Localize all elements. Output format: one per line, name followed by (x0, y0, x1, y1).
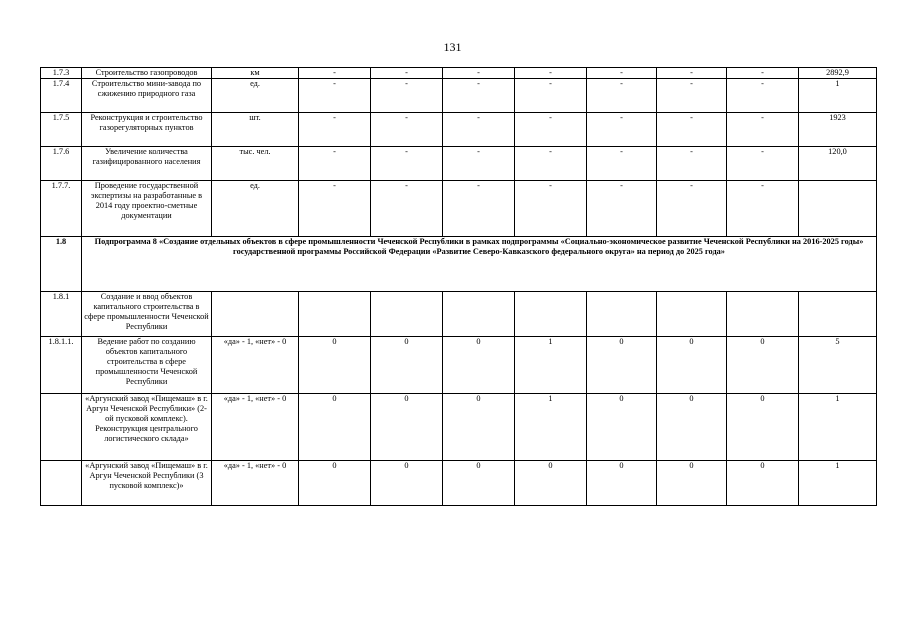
value-cell: - (299, 79, 371, 113)
value-cell: - (657, 113, 727, 147)
value-cell: - (587, 79, 657, 113)
row-number: 1.7.5 (41, 113, 82, 147)
unit-cell: тыс. чел. (212, 147, 299, 181)
value-cell: 5 (799, 337, 877, 394)
indicator-name: Проведение государственной экспертизы на разработанные в 2014 году проектно-сметные документации (82, 181, 212, 237)
value-cell: 0 (587, 337, 657, 394)
indicator-name: Ведение работ по созданию объектов капитального строительства в сфере промышленности Чеченской Республики (82, 337, 212, 394)
value-cell: 0 (443, 337, 515, 394)
value-cell: 0 (727, 337, 799, 394)
section-row (41, 237, 877, 292)
value-cell: 0 (371, 394, 443, 461)
value-cell: - (657, 181, 727, 237)
table-row (41, 113, 877, 147)
value-cell: - (515, 113, 587, 147)
value-cell: 1 (799, 79, 877, 113)
section-number: 1.8 (41, 237, 82, 292)
value-cell: 0 (657, 337, 727, 394)
value-cell: 0 (727, 461, 799, 506)
value-cell: 1 (515, 394, 587, 461)
indicator-name: «Аргунский завод «Пищемаш» в г. Аргун Чеченской Республики» (2-ой пусковой комплекс). Реконструкция центрального логистического склада» (82, 394, 212, 461)
table-row (41, 79, 877, 113)
value-cell: - (371, 79, 443, 113)
indicator-name: «Аргунский завод «Пищемаш» в г. Аргун Чеченской Республики (3 пусковой комплекс)» (82, 461, 212, 506)
table-row (41, 394, 877, 461)
table-row (41, 147, 877, 181)
value-cell: - (727, 181, 799, 237)
value-cell: 0 (443, 394, 515, 461)
indicator-name: Строительство мини-завода по сжижению природного газа (82, 79, 212, 113)
unit-cell: ед. (212, 79, 299, 113)
value-cell: - (443, 147, 515, 181)
value-cell (443, 292, 515, 337)
value-cell: - (443, 68, 515, 79)
value-cell: - (299, 147, 371, 181)
value-cell: - (443, 113, 515, 147)
value-cell (799, 181, 877, 237)
value-cell: 0 (657, 461, 727, 506)
value-cell: - (657, 147, 727, 181)
row-number: 1.7.7. (41, 181, 82, 237)
unit-cell: «да» - 1, «нет» - 0 (212, 337, 299, 394)
value-cell: - (727, 147, 799, 181)
value-cell: - (515, 181, 587, 237)
value-cell: - (443, 181, 515, 237)
value-cell: 0 (299, 337, 371, 394)
page-number: 131 (443, 40, 462, 54)
row-number: 1.8.1.1. (41, 337, 82, 394)
value-cell (515, 292, 587, 337)
value-cell: - (657, 68, 727, 79)
value-cell: - (515, 68, 587, 79)
indicator-name: Реконструкция и строительство газорегуляторных пунктов (82, 113, 212, 147)
value-cell: - (515, 147, 587, 181)
value-cell: - (587, 147, 657, 181)
value-cell: 1923 (799, 113, 877, 147)
row-number (41, 394, 82, 461)
value-cell: - (299, 68, 371, 79)
value-cell: 0 (727, 394, 799, 461)
row-number: 1.7.3 (41, 68, 82, 79)
value-cell: - (727, 113, 799, 147)
value-cell: 0 (299, 461, 371, 506)
indicator-name: Создание и ввод объектов капитального строительства в сфере промышленности Чеченской Республики (82, 292, 212, 337)
unit-cell: «да» - 1, «нет» - 0 (212, 461, 299, 506)
value-cell: 0 (299, 394, 371, 461)
value-cell (299, 292, 371, 337)
table-row (41, 461, 877, 506)
value-cell (727, 292, 799, 337)
indicator-name: Увеличение количества газифицированного населения (82, 147, 212, 181)
unit-cell: ед. (212, 181, 299, 237)
unit-cell (212, 292, 299, 337)
value-cell: 2892,9 (799, 68, 877, 79)
unit-cell: «да» - 1, «нет» - 0 (212, 394, 299, 461)
unit-cell: км (212, 68, 299, 79)
table-row (41, 68, 877, 79)
value-cell: - (657, 79, 727, 113)
value-cell: - (443, 79, 515, 113)
value-cell: 0 (587, 394, 657, 461)
row-number: 1.8.1 (41, 292, 82, 337)
value-cell: - (371, 68, 443, 79)
value-cell: - (371, 181, 443, 237)
value-cell: - (515, 79, 587, 113)
value-cell: 0 (657, 394, 727, 461)
value-cell: - (587, 113, 657, 147)
value-cell (371, 292, 443, 337)
value-cell: 0 (515, 461, 587, 506)
value-cell: - (727, 68, 799, 79)
unit-cell: шт. (212, 113, 299, 147)
value-cell: - (727, 79, 799, 113)
value-cell: 0 (587, 461, 657, 506)
indicator-name: Строительство газопроводов (82, 68, 212, 79)
value-cell: - (299, 113, 371, 147)
value-cell: 1 (799, 394, 877, 461)
row-number (41, 461, 82, 506)
row-number: 1.7.4 (41, 79, 82, 113)
value-cell: 120,0 (799, 147, 877, 181)
value-cell: 1 (515, 337, 587, 394)
value-cell: 0 (371, 337, 443, 394)
value-cell: - (299, 181, 371, 237)
table-row (41, 181, 877, 237)
value-cell (587, 292, 657, 337)
table-row (41, 337, 877, 394)
value-cell (657, 292, 727, 337)
indicator-table (40, 67, 877, 506)
value-cell: - (587, 68, 657, 79)
table-row (41, 292, 877, 337)
value-cell: 1 (799, 461, 877, 506)
value-cell: 0 (371, 461, 443, 506)
value-cell: - (371, 113, 443, 147)
value-cell: - (371, 147, 443, 181)
value-cell: - (587, 181, 657, 237)
row-number: 1.7.6 (41, 147, 82, 181)
section-title: Подпрограмма 8 «Создание отдельных объектов в сфере промышленности Чеченской Республики в рамках подпрограммы «Социально-экономическое развитие Чеченской Республики на 2016-2025 годы» государственной программы Российской Федерации «Развитие Северо-Кавказского федерального округа» на период до 2025 года» (82, 237, 877, 292)
value-cell: 0 (443, 461, 515, 506)
value-cell (799, 292, 877, 337)
